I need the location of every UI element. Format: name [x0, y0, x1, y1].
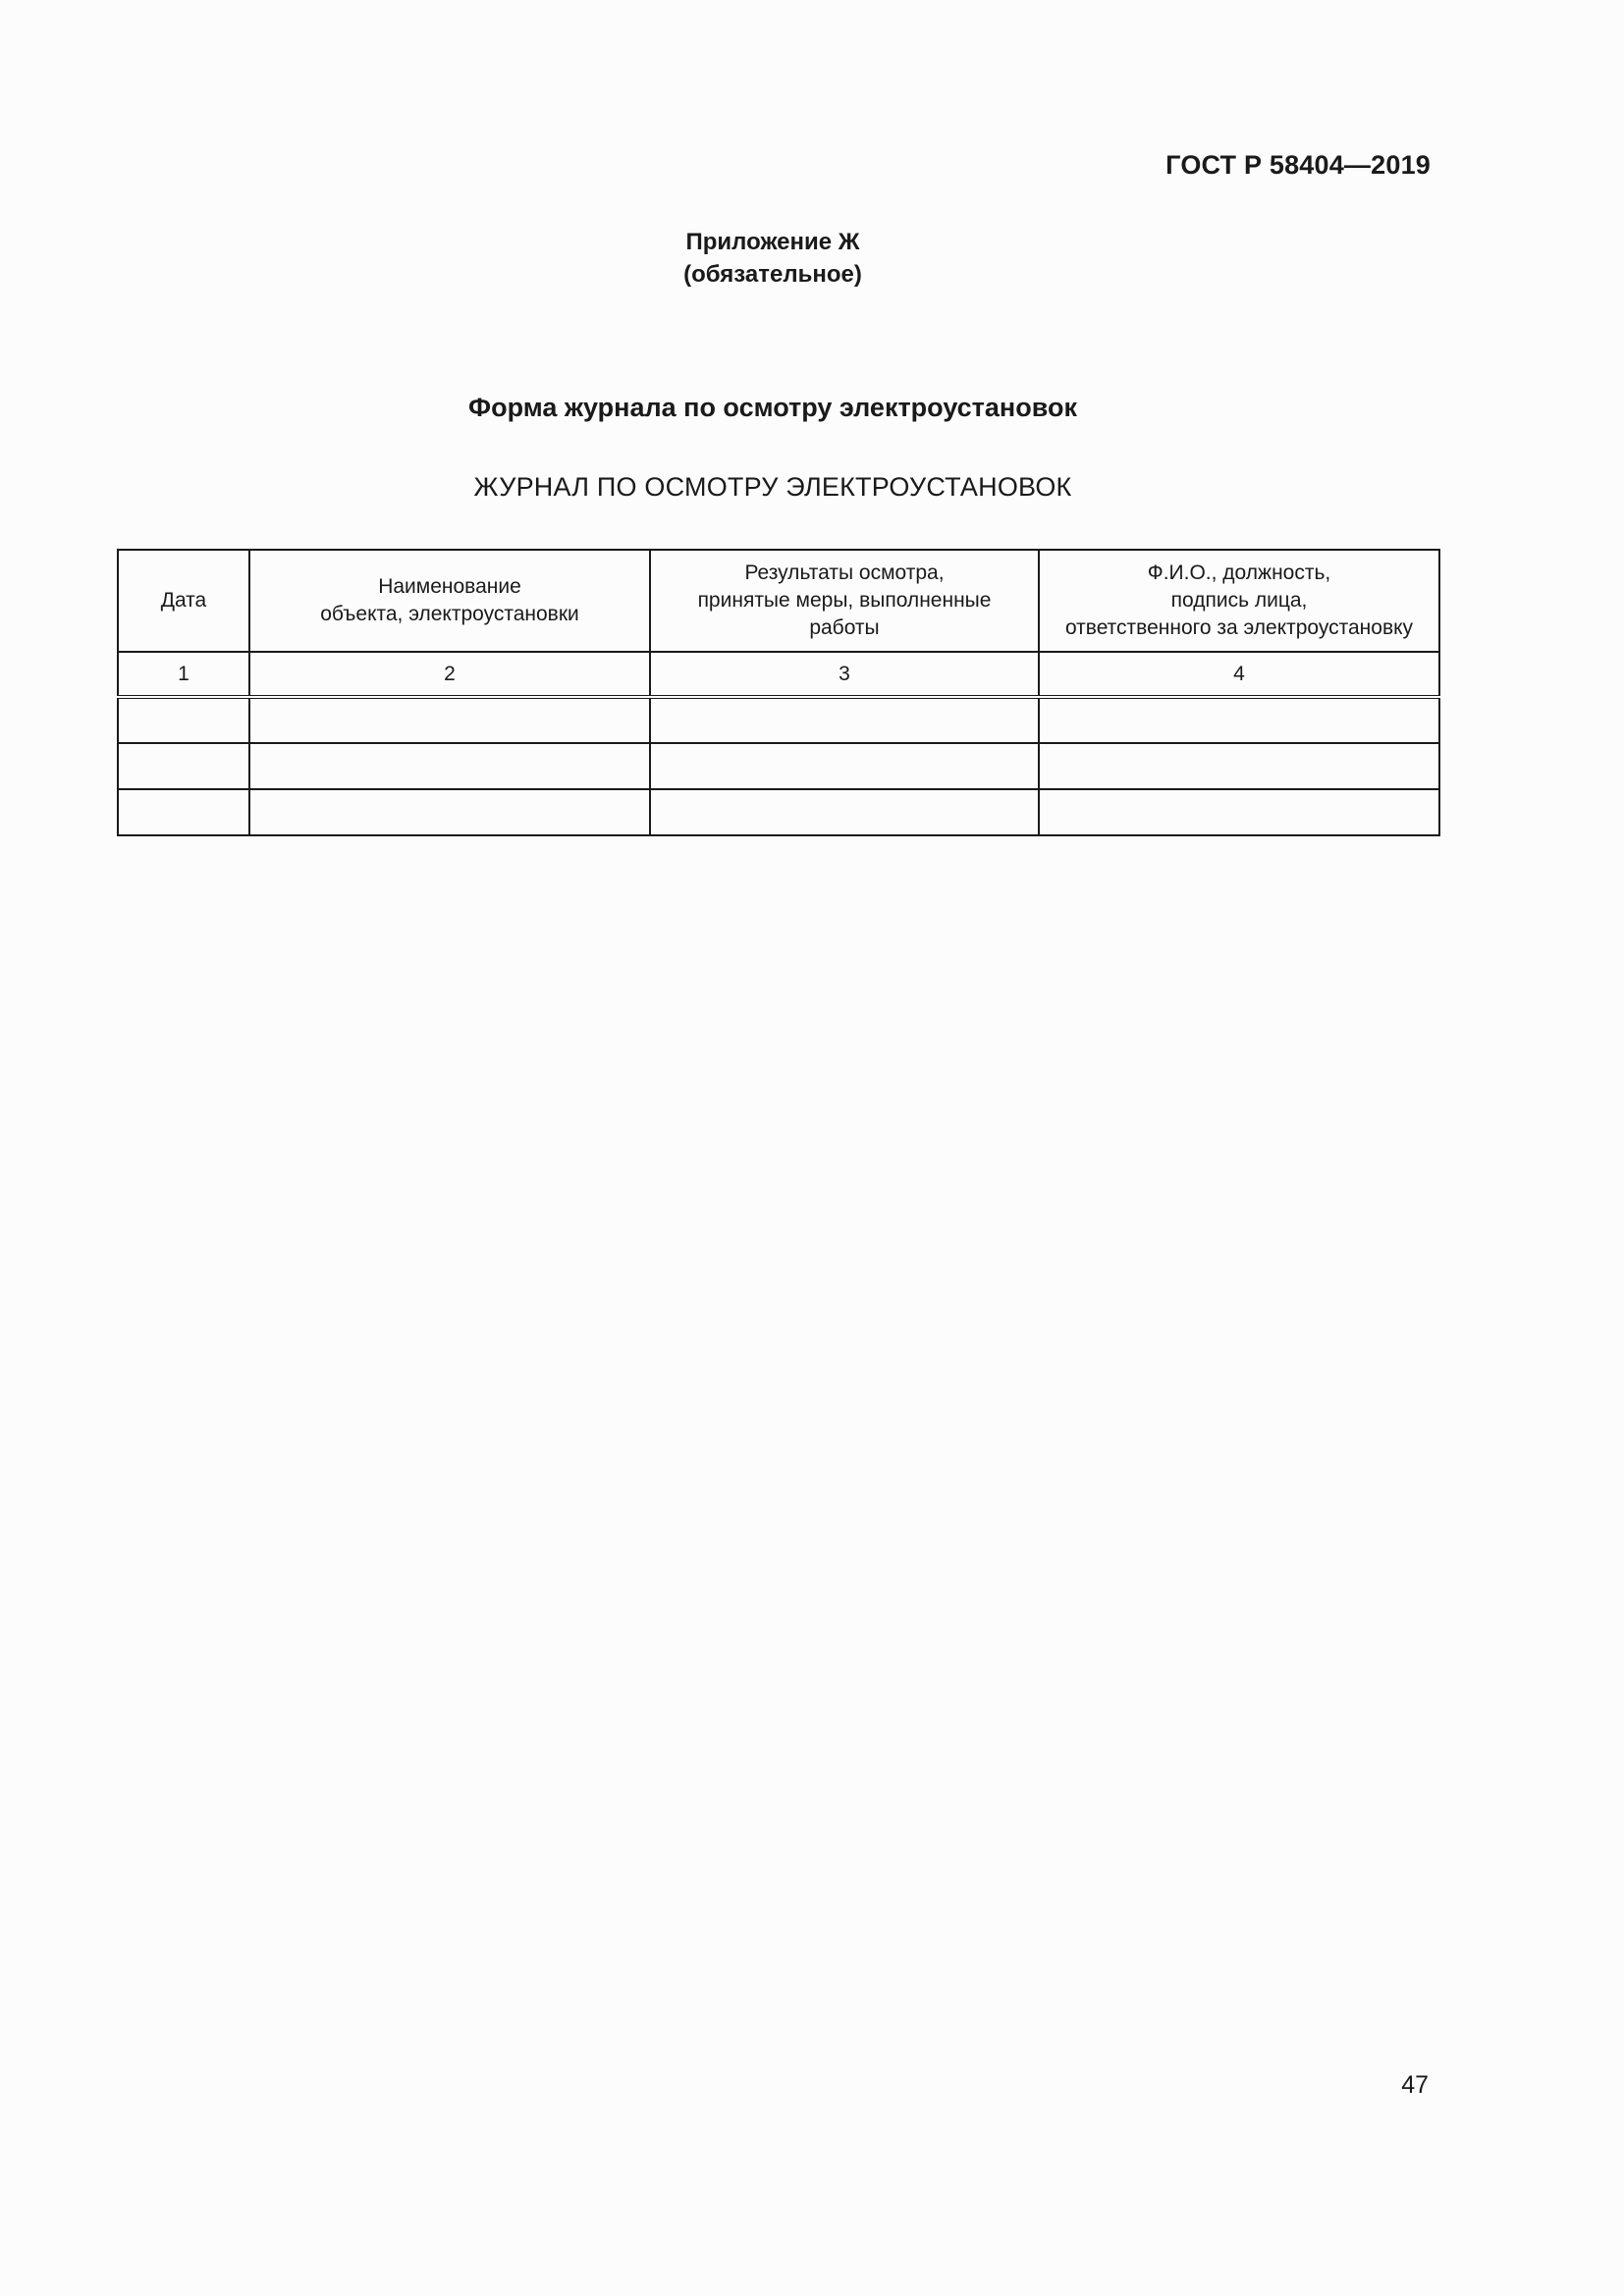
- table-cell: [1039, 789, 1439, 835]
- header-line: подпись лица,: [1170, 589, 1308, 612]
- header-cell-object-name: [249, 550, 650, 652]
- table-row: [118, 743, 1439, 789]
- header-cell-inspection-results: [650, 550, 1039, 652]
- header-cell-responsible-person: [1039, 550, 1439, 652]
- table-cell: [1039, 743, 1439, 789]
- header-line: Результаты осмотра,: [744, 561, 945, 584]
- table-cell: [249, 697, 650, 743]
- table-cell: [118, 789, 249, 835]
- table-row: [118, 789, 1439, 835]
- table-cell: [249, 789, 650, 835]
- header-cell-date: [118, 550, 249, 652]
- column-number-row: [118, 652, 1439, 697]
- page-number: 47: [1401, 2071, 1429, 2099]
- table-cell: [650, 789, 1039, 835]
- table-cell: [1039, 697, 1439, 743]
- column-number: 1: [118, 652, 249, 697]
- table-cell: [650, 697, 1039, 743]
- column-number: 4: [1039, 652, 1439, 697]
- form-title: Форма журнала по осмотру электроустановок: [468, 393, 1077, 422]
- column-number: 2: [249, 652, 650, 697]
- table-cell: [118, 743, 249, 789]
- journal-table: [117, 549, 1440, 836]
- appendix-title: Приложение Ж: [685, 229, 860, 255]
- appendix-heading: [0, 226, 1545, 291]
- header-line: Наименование: [378, 575, 521, 598]
- header-row: [118, 550, 1439, 652]
- header-line: Ф.И.О., должность,: [1147, 561, 1331, 584]
- standard-code: ГОСТ Р 58404—2019: [1165, 150, 1431, 180]
- header-line: ответственного за электроустановку: [1064, 616, 1414, 639]
- appendix-status: (обязательное): [683, 261, 862, 288]
- table-cell: [118, 697, 249, 743]
- header-line: принятые меры, выполненные: [697, 589, 992, 612]
- column-number: 3: [650, 652, 1039, 697]
- table-row: [118, 697, 1439, 743]
- header-line: работы: [809, 616, 880, 639]
- table-cell: [650, 743, 1039, 789]
- header-line: объекта, электроустановки: [320, 603, 579, 625]
- table-cell: [249, 743, 650, 789]
- journal-title: ЖУРНАЛ ПО ОСМОТРУ ЭЛЕКТРОУСТАНОВОК: [473, 472, 1072, 502]
- header-line: Дата: [160, 589, 207, 612]
